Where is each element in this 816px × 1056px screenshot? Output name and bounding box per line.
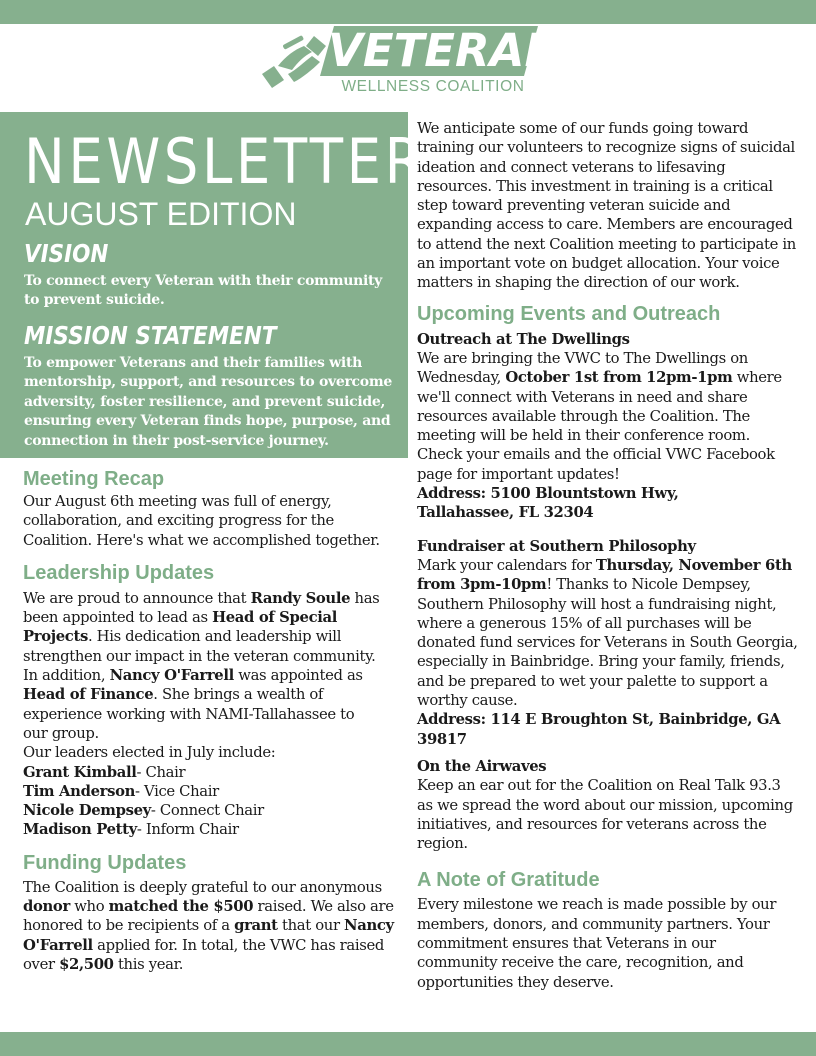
gratitude-heading: A Note of Gratitude	[417, 869, 600, 892]
leadership-paragraph-2: In addition, Nancy O'Farrell was appointed as Head of Finance. She brings a wealth of experience working with NAMI-Tallahassee to our group.	[23, 667, 363, 742]
top-band	[0, 0, 816, 24]
leadership-paragraph-1: We are proud to announce that Randy Soule has been appointed to lead as Head of Special Projects. His dedication and leadership will strengthen our impact in the veteran community.	[23, 589, 380, 665]
meeting-recap-text: Our August 6th meeting was full of energy, collaboration, and exciting progress for the Coalition. Here's what we accomplished together.	[23, 493, 380, 549]
leadership-heading: Leadership Updates	[23, 561, 215, 584]
newsletter-title: NEWSLETTER	[24, 125, 427, 198]
training-text: We anticipate some of our funds going toward training our volunteers to recognize signs of suicidal ideation and connect veterans to lifesaving resources. This investment in training is a critical step toward preventing veteran suicide and expanding access to care. Members are encouraged to attend the next Coalition meeting to participate in an important vote on budget allocation. Your voice matters in shaping the direction of our work.	[417, 120, 796, 292]
gratitude-text: Every milestone we reach is made possible by our members, donors, and community partners. Your commitment ensures that Veterans in our community receive the care, recognition, and opportunities they deserve.	[417, 896, 777, 991]
fundraiser-title: Fundraiser at Southern Philosophy	[417, 537, 696, 555]
officer-item: Madison Petty- Inform Chair	[23, 821, 239, 839]
events-heading: Upcoming Events and Outreach	[417, 302, 721, 325]
dwellings-date: October 1st from 12pm-1pm	[505, 369, 733, 387]
vision-text: To connect every Veteran with their community to prevent suicide.	[24, 273, 382, 309]
bottom-band	[0, 1032, 816, 1056]
logo-subtitle: WELLNESS COALITION	[341, 78, 525, 95]
logo	[258, 24, 595, 100]
special-projects-role: Head of Special Projects	[23, 609, 338, 646]
newsletter-header-block	[0, 112, 427, 458]
officer-item: Nicole Dempsey- Connect Chair	[23, 802, 264, 820]
fundraiser-address: Address: 114 E Broughton St, Bainbridge, GA 39817	[417, 711, 781, 748]
vision-heading: VISION	[24, 239, 109, 268]
edition-label: AUGUST EDITION	[25, 196, 297, 232]
fundraiser-date: Thursday, November 6th from 3pm-10pm	[417, 556, 792, 594]
meeting-recap-heading: Meeting Recap	[23, 468, 165, 490]
mission-heading: MISSION STATEMENT	[24, 321, 277, 350]
head-of-finance-role: Head of Finance	[23, 686, 154, 704]
mission-text: To empower Veterans and their families with mentorship, support, and resources to overcome adversity, foster resilience, and prevent suicide, ensuring every Veteran finds hope, purpose, and connection in their post-service journey.	[24, 355, 392, 449]
fundraiser-text: Mark your calendars for Thursday, November 6th from 3pm-10pm! Thanks to Nicole Dempsey, Southern Philosophy will host a fundraising night, where a generous 15% of all purchases will be donated fund services for Veterans in South Georgia, especially in Bainbridge. Bring your family, friends, and be prepared to wet your palette to support a worthy cause.	[417, 556, 798, 710]
airwaves-text: Keep an ear out for the Coalition on Real Talk 93.3 as we spread the word about our mission, upcoming initiatives, and resources for veterans across the region.	[417, 777, 793, 853]
dwellings-address: Address: 5100 Blountstown Hwy, Tallahassee, FL 32304	[417, 485, 679, 522]
officer-item: Tim Anderson- Vice Chair	[23, 782, 219, 800]
logo-title: VETERANS	[328, 24, 595, 77]
right-column	[417, 119, 799, 992]
dwellings-title: Outreach at The Dwellings	[417, 330, 630, 348]
randy-soule-name: Randy Soule	[250, 589, 351, 607]
funding-text: The Coalition is deeply grateful to our anonymous donor who matched the $500 raised. We also are honored to be recipients of a grant that our Nancy O'Farrell applied for. In total, the VWC has raised over $2,500 this year.	[23, 878, 394, 973]
officer-item: Grant Kimball- Chair	[23, 763, 186, 781]
nancy-ofarrell-name: Nancy O'Farrell	[109, 667, 234, 685]
left-column	[23, 466, 399, 974]
elected-intro: Our leaders elected in July include:	[23, 744, 276, 762]
funding-heading: Funding Updates	[23, 851, 187, 874]
airwaves-title: On the Airwaves	[417, 757, 547, 775]
dwellings-text: We are bringing the VWC to The Dwellings on Wednesday, October 1st from 12pm-1pm where we'll connect with Veterans in need and share resources available through the Coalition. The meeting will be held in their conference room. Check your emails and the official VWC Facebook page for important updates!	[417, 349, 782, 483]
